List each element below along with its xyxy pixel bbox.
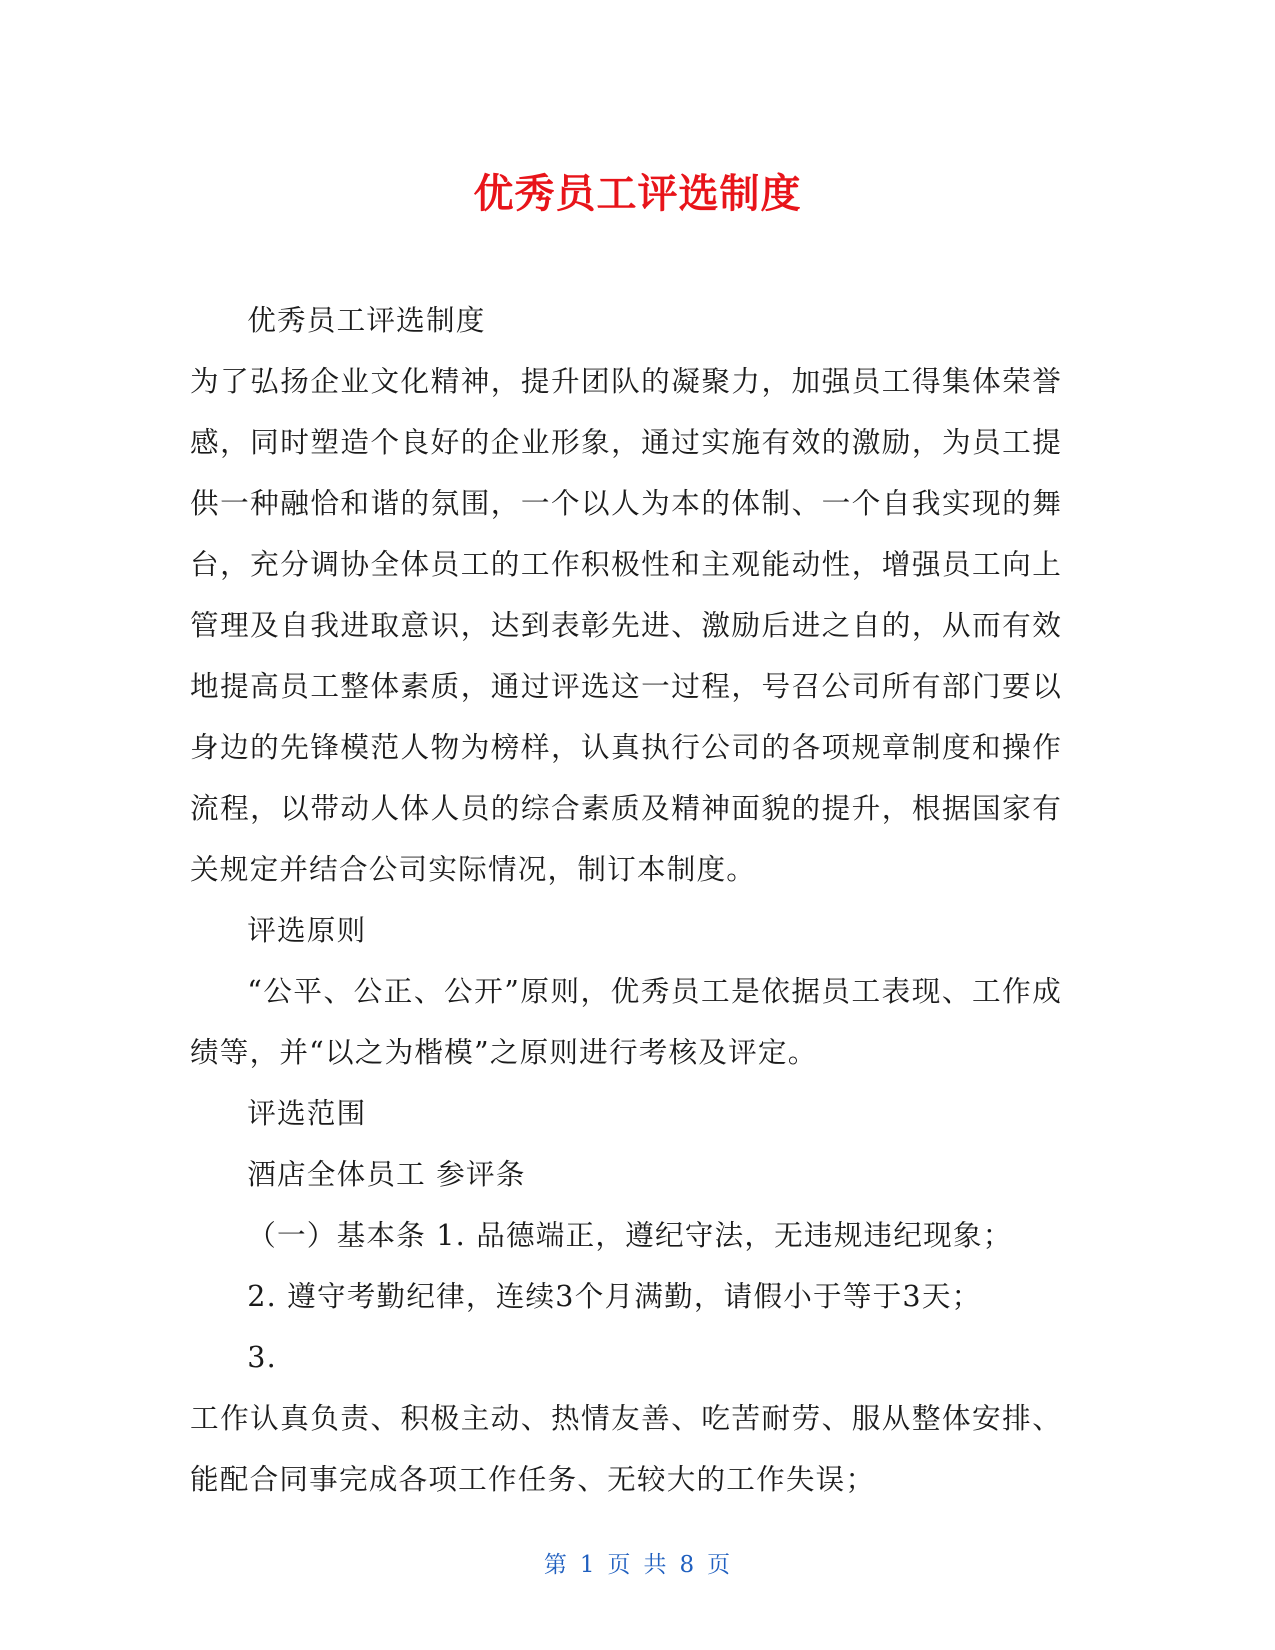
principle-heading: 评选原则 [247, 913, 367, 947]
document-title: 优秀员工评选制度 [473, 171, 802, 217]
footer-page-prefix: 第 [543, 1552, 568, 1578]
criteria-item-3-label: 3. [247, 1340, 277, 1374]
criteria-item-1: （一）基本条 1. 品德端正，遵纪守法，无违规违纪现象； [247, 1218, 1013, 1252]
footer-total-suffix: 页 [707, 1552, 732, 1578]
document-body [190, 290, 1062, 1510]
principle-paragraph: “公平、公正、公开”原则，优秀员工是依据员工表现、工作成绩等，并“以之为楷模”之原则进行考核及评定。 [190, 974, 1062, 1069]
footer-page-word: 页 [607, 1552, 632, 1578]
footer-total-prefix: 共 [643, 1552, 668, 1578]
criteria-item-2: 2. 遵守考勤纪律，连续3个月满勤，请假小于等于3天； [247, 1279, 982, 1313]
page-footer [0, 1546, 1275, 1579]
criteria-item-3-text: 工作认真负责、积极主动、热情友善、吃苦耐劳、服从整体安排、能配合同事完成各项工作任务、无较大的工作失误； [190, 1401, 1062, 1496]
scope-heading: 评选范围 [247, 1096, 367, 1130]
footer-total-pages: 8 [679, 1552, 696, 1578]
footer-current-page: 1 [579, 1552, 596, 1578]
scope-paragraph: 酒店全体员工 参评条 [247, 1157, 526, 1191]
intro-paragraph: 为了弘扬企业文化精神，提升团队的凝聚力，加强员工得集体荣誉感，同时塑造个良好的企业形象，通过实施有效的激励，为员工提供一种融恰和谐的氛围，一个以人为本的体制、一个自我实现的舞台，充分调协全体员工的工作积极性和主观能动性，增强员工向上管理及自我进取意识，达到表彰先进、激励后进之自的，从而有效地提高员工整体素质，通过评选这一过程，号召公司所有部门要以身边的先锋模范人物为榜样，认真执行公司的各项规章制度和操作流程，以带动人体人员的综合素质及精神面貌的提升，根据国家有关规定并结合公司实际情况，制订本制度。 [190, 364, 1062, 886]
section-heading-main: 优秀员工评选制度 [247, 303, 486, 337]
